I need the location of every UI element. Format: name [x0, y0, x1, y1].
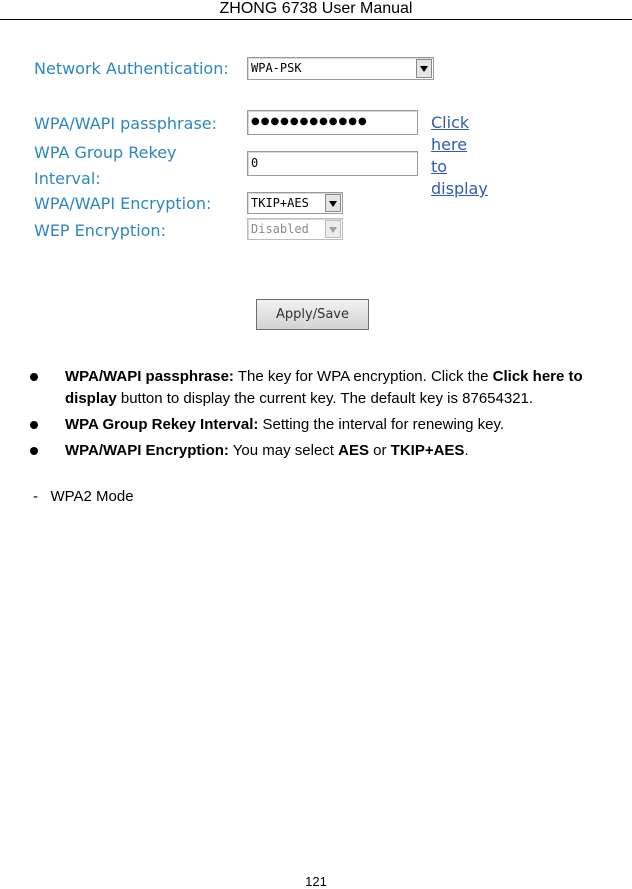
bullet-text: WPA/WAPI Encryption: You may select AES or TKIP+AES.: [65, 442, 469, 459]
rekey-interval-input[interactable]: 0: [247, 151, 418, 176]
bullet-text: WPA Group Rekey Interval: Setting the interval for renewing key.: [65, 416, 505, 433]
network-auth-value: WPA-PSK: [251, 61, 302, 75]
wep-label: WEP Encryption:: [34, 221, 166, 240]
bullet-text: WPA/WAPI passphrase: The key for WPA encryption. Click the Click here to display button to display the current key. The default key is 87654321.: [65, 368, 583, 407]
chevron-down-icon: [325, 220, 341, 238]
network-auth-select[interactable]: [247, 57, 434, 80]
wep-value: Disabled: [251, 222, 309, 236]
passphrase-input[interactable]: ●●●●●●●●●●●●: [247, 110, 418, 135]
section-subheading: - WPA2 Mode: [33, 488, 134, 505]
page-number: 121: [305, 874, 327, 889]
bullet-dot: [30, 373, 38, 381]
page-header: ZHONG 6738 User Manual: [0, 0, 632, 20]
encryption-value: TKIP+AES: [251, 196, 309, 210]
bullet-dot: [30, 421, 38, 429]
display-key-link[interactable]: Click here to display: [431, 113, 488, 198]
network-auth-label: Network Authentication:: [34, 59, 229, 78]
rekey-label-line1: WPA Group Rekey: [34, 143, 177, 162]
wep-select: [247, 218, 343, 240]
bullet-dot: [30, 447, 38, 455]
passphrase-label: WPA/WAPI passphrase:: [34, 114, 218, 133]
chevron-down-icon[interactable]: [325, 194, 341, 212]
encryption-select[interactable]: [247, 192, 343, 214]
encryption-label: WPA/WAPI Encryption:: [34, 194, 212, 213]
rekey-label-line2: Interval:: [34, 169, 101, 188]
chevron-down-icon[interactable]: [416, 59, 432, 78]
apply-save-button[interactable]: Apply/Save: [256, 299, 369, 330]
